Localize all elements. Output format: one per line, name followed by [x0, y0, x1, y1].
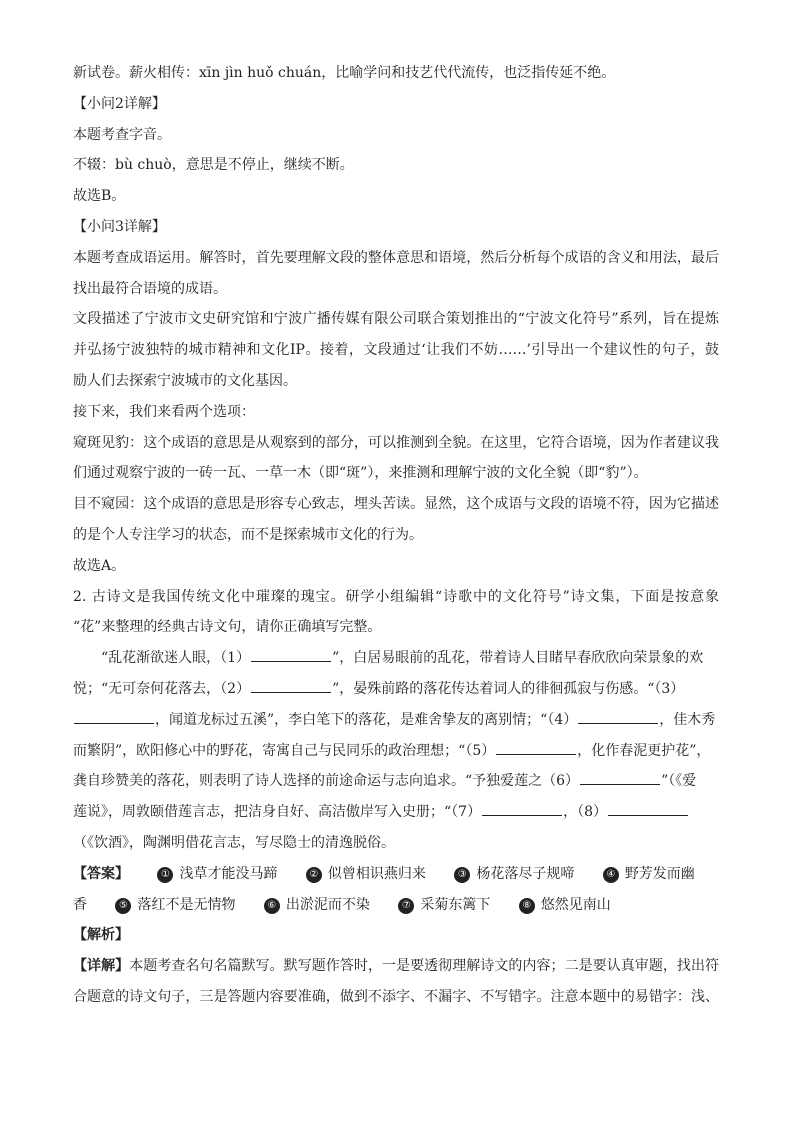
- fill-text: ，闻道龙标过五溪”，李白笔下的落花，是难舍挚友的离别情；“（4）: [155, 711, 578, 728]
- answer-item: [398, 890, 490, 921]
- analysis-label: 【解析】: [73, 927, 129, 944]
- text-line: 找出最符合语境的成语。: [73, 280, 227, 297]
- fill-text: 龚自珍赞美的落花，则表明了诗人选择的前途命运与志向追求。“予独爱莲之（6）: [73, 773, 580, 790]
- answer-number-5: ⑤: [115, 898, 131, 914]
- poem-fill-line: [73, 766, 719, 797]
- answer-text: 出淤泥而不染: [285, 896, 370, 913]
- answer-label: 【答案】: [73, 865, 129, 882]
- section-header-q3: 【小问3详解】: [73, 218, 166, 235]
- answer-item: [264, 890, 370, 921]
- text-line: 故选B。: [73, 188, 126, 205]
- answer-number-8: ⑧: [519, 898, 535, 914]
- question-2-line: 2. 古诗文是我国传统文化中璀璨的瑰宝。研学小组编辑“诗歌中的文化符号”诗文集，下面是按意象: [73, 588, 719, 605]
- answer-text: 悠然见南山: [540, 896, 611, 913]
- text-line: 本题考查成语运用。解答时，首先要理解文段的整体意思和语境，然后分析每个成语的含义和用法，最后: [73, 249, 719, 266]
- fill-text: ，（8）: [563, 804, 607, 821]
- answer-continuation: 香: [73, 896, 87, 913]
- detail-line: 合题意的诗文句子，三是答题内容要准确，做到不添字、不漏字、不写错字。注意本题中的易错字：浅、: [73, 988, 719, 1005]
- poem-fill-line: （《饮酒》，陶渊明借花言志，写尽隐士的清逸脱俗。: [73, 834, 395, 851]
- poem-fill-line: [73, 705, 719, 736]
- text-line: 并弘扬宁波独特的城市精神和文化IP。接着，文段通过‘让我们不妨……’引导出一个建议性的句子，鼓: [73, 342, 719, 359]
- answer-item: [519, 897, 611, 913]
- fill-blank: [251, 647, 331, 662]
- answer-number-6: ⑥: [264, 898, 280, 914]
- text-line: 不辍：bù chuò，意思是不停止，继续不断。: [73, 157, 354, 174]
- answer-item: [306, 859, 426, 890]
- fill-blank: [251, 678, 331, 693]
- fill-text: ，佳木秀: [659, 711, 716, 728]
- answer-text: 杨花落尽子规啼: [476, 865, 575, 882]
- answer-text: 野芳发而幽: [624, 865, 695, 882]
- text-line: 本题考查字音。: [73, 126, 171, 143]
- poem-fill-line: [73, 643, 719, 674]
- text-line: 励人们去探索宁波城市的文化基因。: [73, 372, 297, 389]
- fill-blank: [608, 801, 688, 816]
- fill-text: 悦；“无可奈何花落去，（2）: [73, 680, 251, 697]
- text-line: 们通过观察宁波的一砖一瓦、一草一木（即“斑”），来推测和理解宁波的文化全貌（即“豹”）。: [73, 465, 648, 482]
- answer-item: [603, 866, 695, 882]
- text-line: 文段描述了宁波市文史研究馆和宁波广播传媒有限公司联合策划推出的“宁波文化符号”系列，旨在提炼: [73, 311, 719, 328]
- poem-fill-line: [73, 736, 719, 767]
- fill-text: ”，白居易眼前的乱花，带着诗人目睹早春欣欣向荣景象的欢: [332, 650, 704, 667]
- answer-line: [73, 859, 719, 890]
- answer-number-4: ④: [603, 867, 619, 883]
- fill-text: “乱花渐欲迷人眼，（1）: [101, 650, 251, 667]
- answer-text: 似曾相识燕归来: [327, 865, 426, 882]
- fill-text: 莲说》，周敦颐借莲言志，把洁身自好、高洁傲岸写入史册；“（7）: [73, 804, 482, 821]
- text-line: 故选A。: [73, 557, 126, 574]
- detail-line: [73, 951, 719, 982]
- fill-blank: [496, 740, 576, 755]
- poem-fill-line: [73, 674, 719, 705]
- answer-item: [454, 859, 574, 890]
- text-line: 接下来，我们来看两个选项：: [73, 403, 255, 420]
- fill-blank: [578, 709, 658, 724]
- text-line: 窥斑见豹：这个成语的意思是从观察到的部分，可以推测到全貌。在这里，它符合语境，因为作者建议我: [73, 434, 719, 451]
- answer-line: [73, 890, 719, 921]
- answer-number-2: ②: [306, 867, 322, 883]
- answer-text: 落红不是无情物: [137, 896, 236, 913]
- section-header-q2: 【小问2详解】: [73, 95, 166, 112]
- answer-number-3: ③: [454, 867, 470, 883]
- text-line: 的是个人专注学习的状态，而不是探索城市文化的行为。: [73, 526, 423, 543]
- answer-text: 采菊东篱下: [420, 896, 491, 913]
- fill-text: 而繁阴”，欧阳修心中的野花，寄寓自己与民同乐的政治理想；“（5）: [73, 742, 496, 759]
- answer-number-1: ①: [157, 867, 173, 883]
- fill-blank: [580, 770, 660, 785]
- text-line: 目不窥园：这个成语的意思是形容专心致志，埋头苦读。显然，这个成语与文段的语境不符，因为它描述: [73, 496, 719, 513]
- fill-text: ，化作春泥更护花”，: [577, 742, 711, 759]
- fill-text: ”（《爱: [661, 773, 697, 790]
- text-line: 新试卷。薪火相传：xīn jìn huǒ chuán，比喻学问和技艺代代流传，也泛指传延不绝。: [73, 65, 616, 81]
- question-2-line: “花”来整理的经典古诗文句，请你正确填写完整。: [73, 619, 382, 636]
- fill-text: ”，晏殊前路的落花传达着词人的徘徊孤寂与伤感。“（3）: [332, 680, 685, 697]
- answer-item: [157, 859, 277, 890]
- detail-text: 本题考查名句名篇默写。默写题作答时，一是要透彻理解诗文的内容；二是要认真审题，找出符: [129, 958, 719, 975]
- answer-item: [115, 890, 235, 921]
- fill-blank: [74, 709, 154, 724]
- detail-label: 【详解】: [73, 958, 130, 975]
- answer-number-7: ⑦: [398, 898, 414, 914]
- poem-fill-line: [73, 797, 719, 828]
- fill-blank: [482, 801, 562, 816]
- answer-text: 浅草才能没马蹄: [179, 865, 278, 882]
